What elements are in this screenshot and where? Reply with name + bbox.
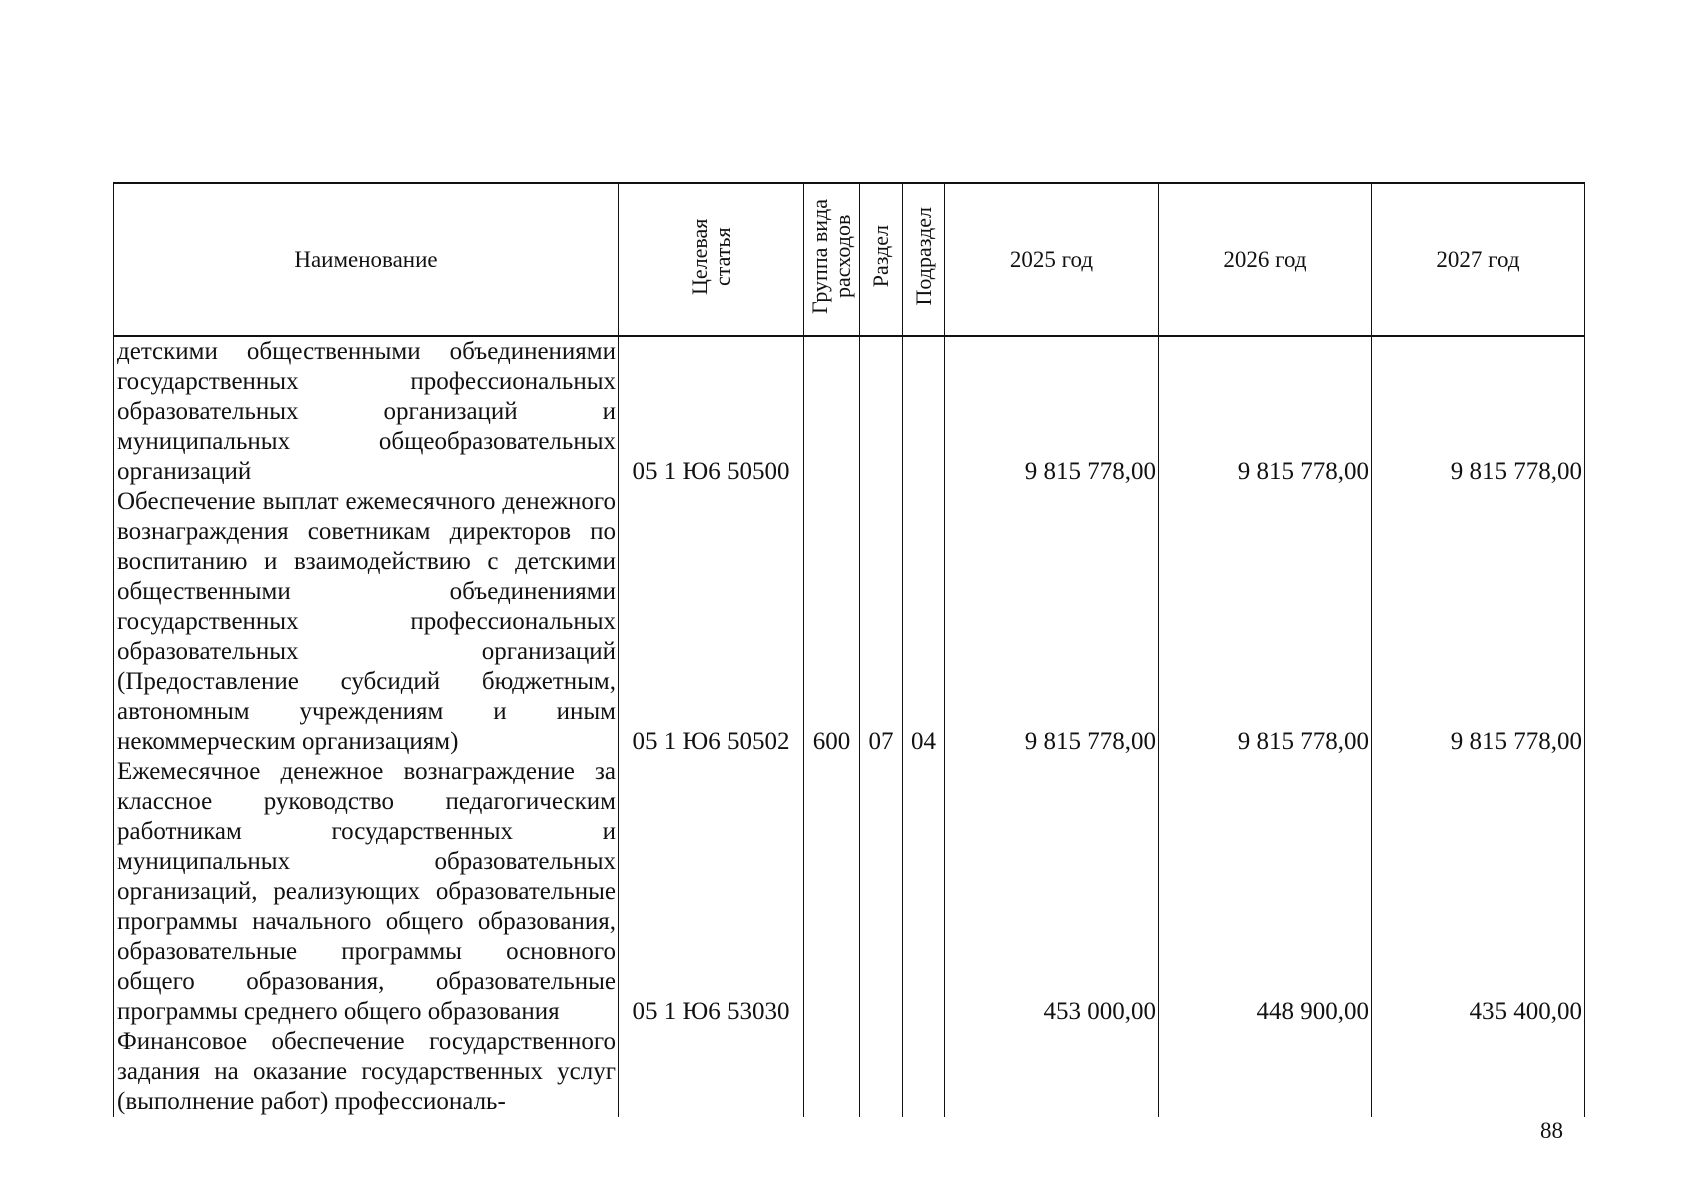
row-amount-2027: 435 400,00 — [1372, 757, 1585, 1027]
header-year-2027: 2027 год — [1372, 183, 1585, 336]
header-target-article: Целевая статья — [619, 183, 804, 336]
row-name: детскими общественными объединениями государственных профессиональных образовательных организаций и муниципальных общеобразовательных организаций — [114, 336, 619, 487]
header-year-2025: 2025 год — [945, 183, 1159, 336]
row-section: 07 — [860, 487, 903, 757]
row-amount-2025: 9 815 778,00 — [945, 336, 1159, 487]
row-target-article — [619, 1027, 804, 1117]
row-name — [114, 1027, 619, 1117]
row-name-text: Финансовое обеспечение государственного задания на оказание государственных услуг (выполнение работ) профессиональ- — [117, 1028, 616, 1115]
header-subsection: Подраздел — [903, 183, 945, 336]
page-number: 88 — [1540, 1118, 1563, 1143]
table-row — [114, 336, 1585, 487]
row-target-article: 05 1 Ю6 50500 — [619, 336, 804, 487]
row-section — [860, 336, 903, 487]
row-expense-group — [804, 336, 860, 487]
row-subsection: 04 — [903, 487, 945, 757]
row-expense-group — [804, 1027, 860, 1117]
row-name: Обеспечение выплат ежемесячного денежного вознаграждения советникам директоров по воспитанию и взаимодействию с детскими общественными объединениями государственных профессиональных образовательных организаций (Предоставление субсидий бюджетным, автономным учреждениям и иным некоммерческим организациям) — [114, 487, 619, 757]
row-target-article: 05 1 Ю6 53030 — [619, 757, 804, 1027]
table-row — [114, 487, 1585, 757]
row-amount-2026: 9 815 778,00 — [1159, 487, 1372, 757]
row-section — [860, 757, 903, 1027]
row-subsection — [903, 757, 945, 1027]
header-expense-group: Группа вида расходов — [804, 183, 860, 336]
row-amount-2026 — [1159, 1027, 1372, 1117]
row-amount-2025 — [945, 1027, 1159, 1117]
table-row — [114, 1027, 1585, 1117]
row-amount-2027 — [1372, 1027, 1585, 1117]
table-row — [114, 757, 1585, 1027]
row-expense-group: 600 — [804, 487, 860, 757]
row-subsection — [903, 336, 945, 487]
row-amount-2026: 448 900,00 — [1159, 757, 1372, 1027]
row-amount-2025: 453 000,00 — [945, 757, 1159, 1027]
row-expense-group — [804, 757, 860, 1027]
header-section: Раздел — [860, 183, 903, 336]
header-year-2026: 2026 год — [1159, 183, 1372, 336]
header-name: Наименование — [114, 183, 619, 336]
row-subsection — [903, 1027, 945, 1117]
row-amount-2026: 9 815 778,00 — [1159, 336, 1372, 487]
row-name: Ежемесячное денежное вознаграждение за классное руководство педагогическим работникам государственных и муниципальных образовательных организаций, реализующих образовательные программы начального общего образования, образовательные программы основного общего образования, образовательные программы среднего общего образования — [114, 757, 619, 1027]
budget-table-frame — [113, 182, 1584, 1115]
row-amount-2027: 9 815 778,00 — [1372, 336, 1585, 487]
row-section — [860, 1027, 903, 1117]
row-target-article: 05 1 Ю6 50502 — [619, 487, 804, 757]
header-row — [114, 183, 1585, 336]
budget-table — [113, 182, 1585, 1117]
row-amount-2027: 9 815 778,00 — [1372, 487, 1585, 757]
row-amount-2025: 9 815 778,00 — [945, 487, 1159, 757]
